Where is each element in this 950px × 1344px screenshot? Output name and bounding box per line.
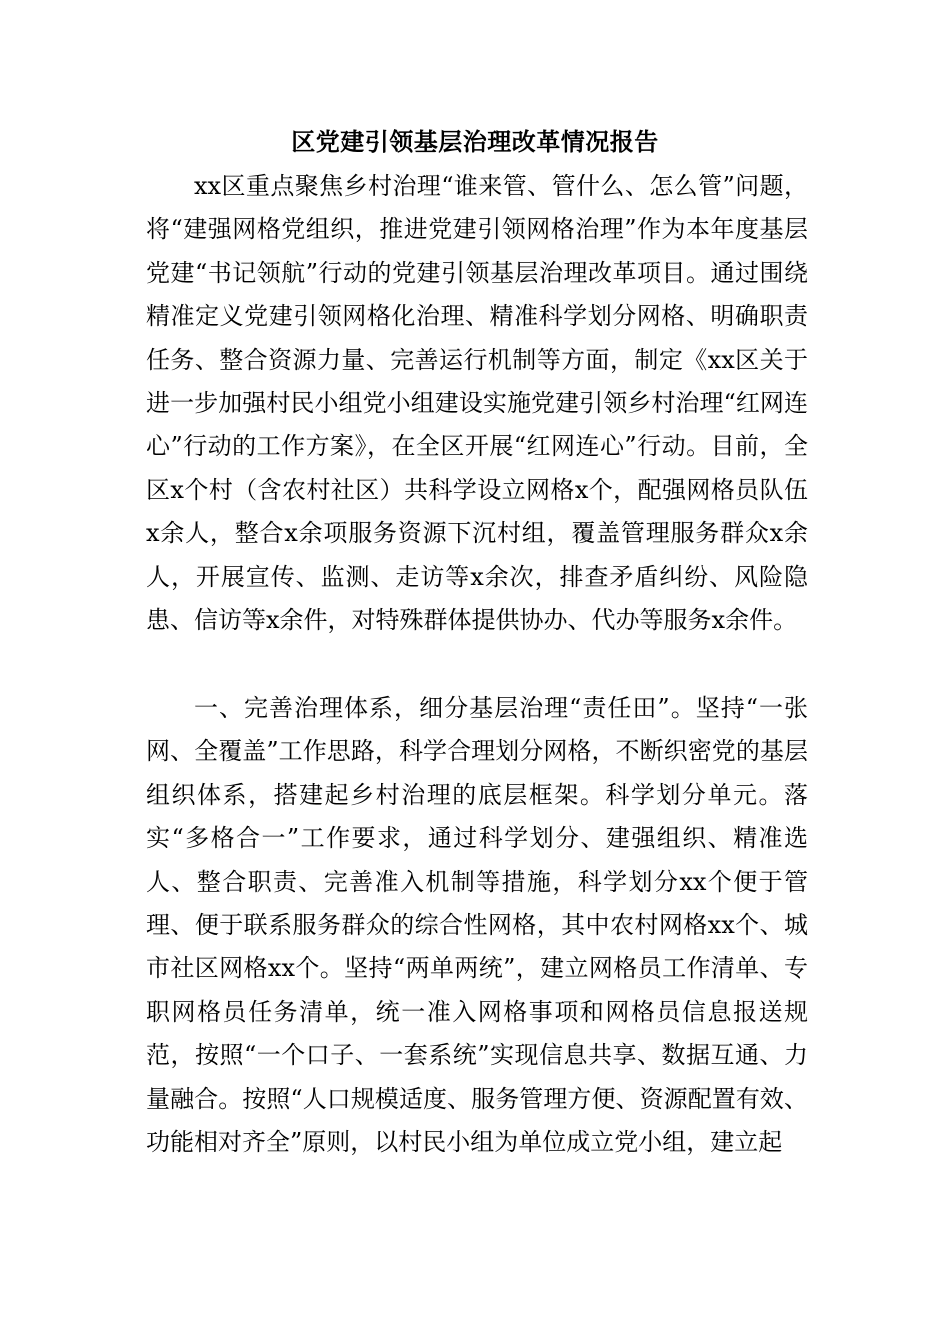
paragraph-2-block — [146, 687, 808, 1164]
paragraph-1-block — [146, 165, 808, 642]
paragraph-intro: xx区重点聚焦乡村治理“谁来管、管什么、怎么管”问题，将“建强网格党组织，推进党建引领网格治理”作为本年度基层党建“书记领航”行动的党建引领基层治理改革项目。通过围绕精准定义党建引领网格化治理、精准科学划分网格、明确职责任务、整合资源力量、完善运行机制等方面，制定《xx区关于进一步加强村民小组党小组建设实施党建引领乡村治理“红网连心”行动的工作方案》，在全区开展“红网连心”行动。目前，全区x个村（含农村社区）共科学设立网格x个，配强网格员队伍x余人，整合x余项服务资源下沉村组，覆盖管理服务群众x余人，开展宣传、监测、走访等x余次，排查矛盾纠纷、风险隐患、信访等x余件，对特殊群体提供协办、代办等服务x余件。 — [146, 172, 808, 635]
document-title: 区党建引领基层治理改革情况报告 — [291, 128, 659, 156]
paragraph-section-one: 一、完善治理体系，细分基层治理“责任田”。坚持“一张网、全覆盖”工作思路，科学合理划分网格，不断织密党的基层组织体系，搭建起乡村治理的底层框架。科学划分单元。落实“多格合一”工作要求，通过科学划分、建强组织、精准选人、整合职责、完善准入机制等措施，科学划分xx个便于管理、便于联系服务群众的综合性网格，其中农村网格xx个、城市社区网格xx个。坚持“两单两统”，建立网格员工作清单、专职网格员任务清单，统一准入网格事项和网格员信息报送规范，按照“一个口子、一套系统”实现信息共享、数据互通、力量融合。按照“人口规模适度、服务管理方便、资源配置有效、功能相对齐全”原则，以村民小组为单位成立党小组，建立起 — [146, 694, 808, 1157]
